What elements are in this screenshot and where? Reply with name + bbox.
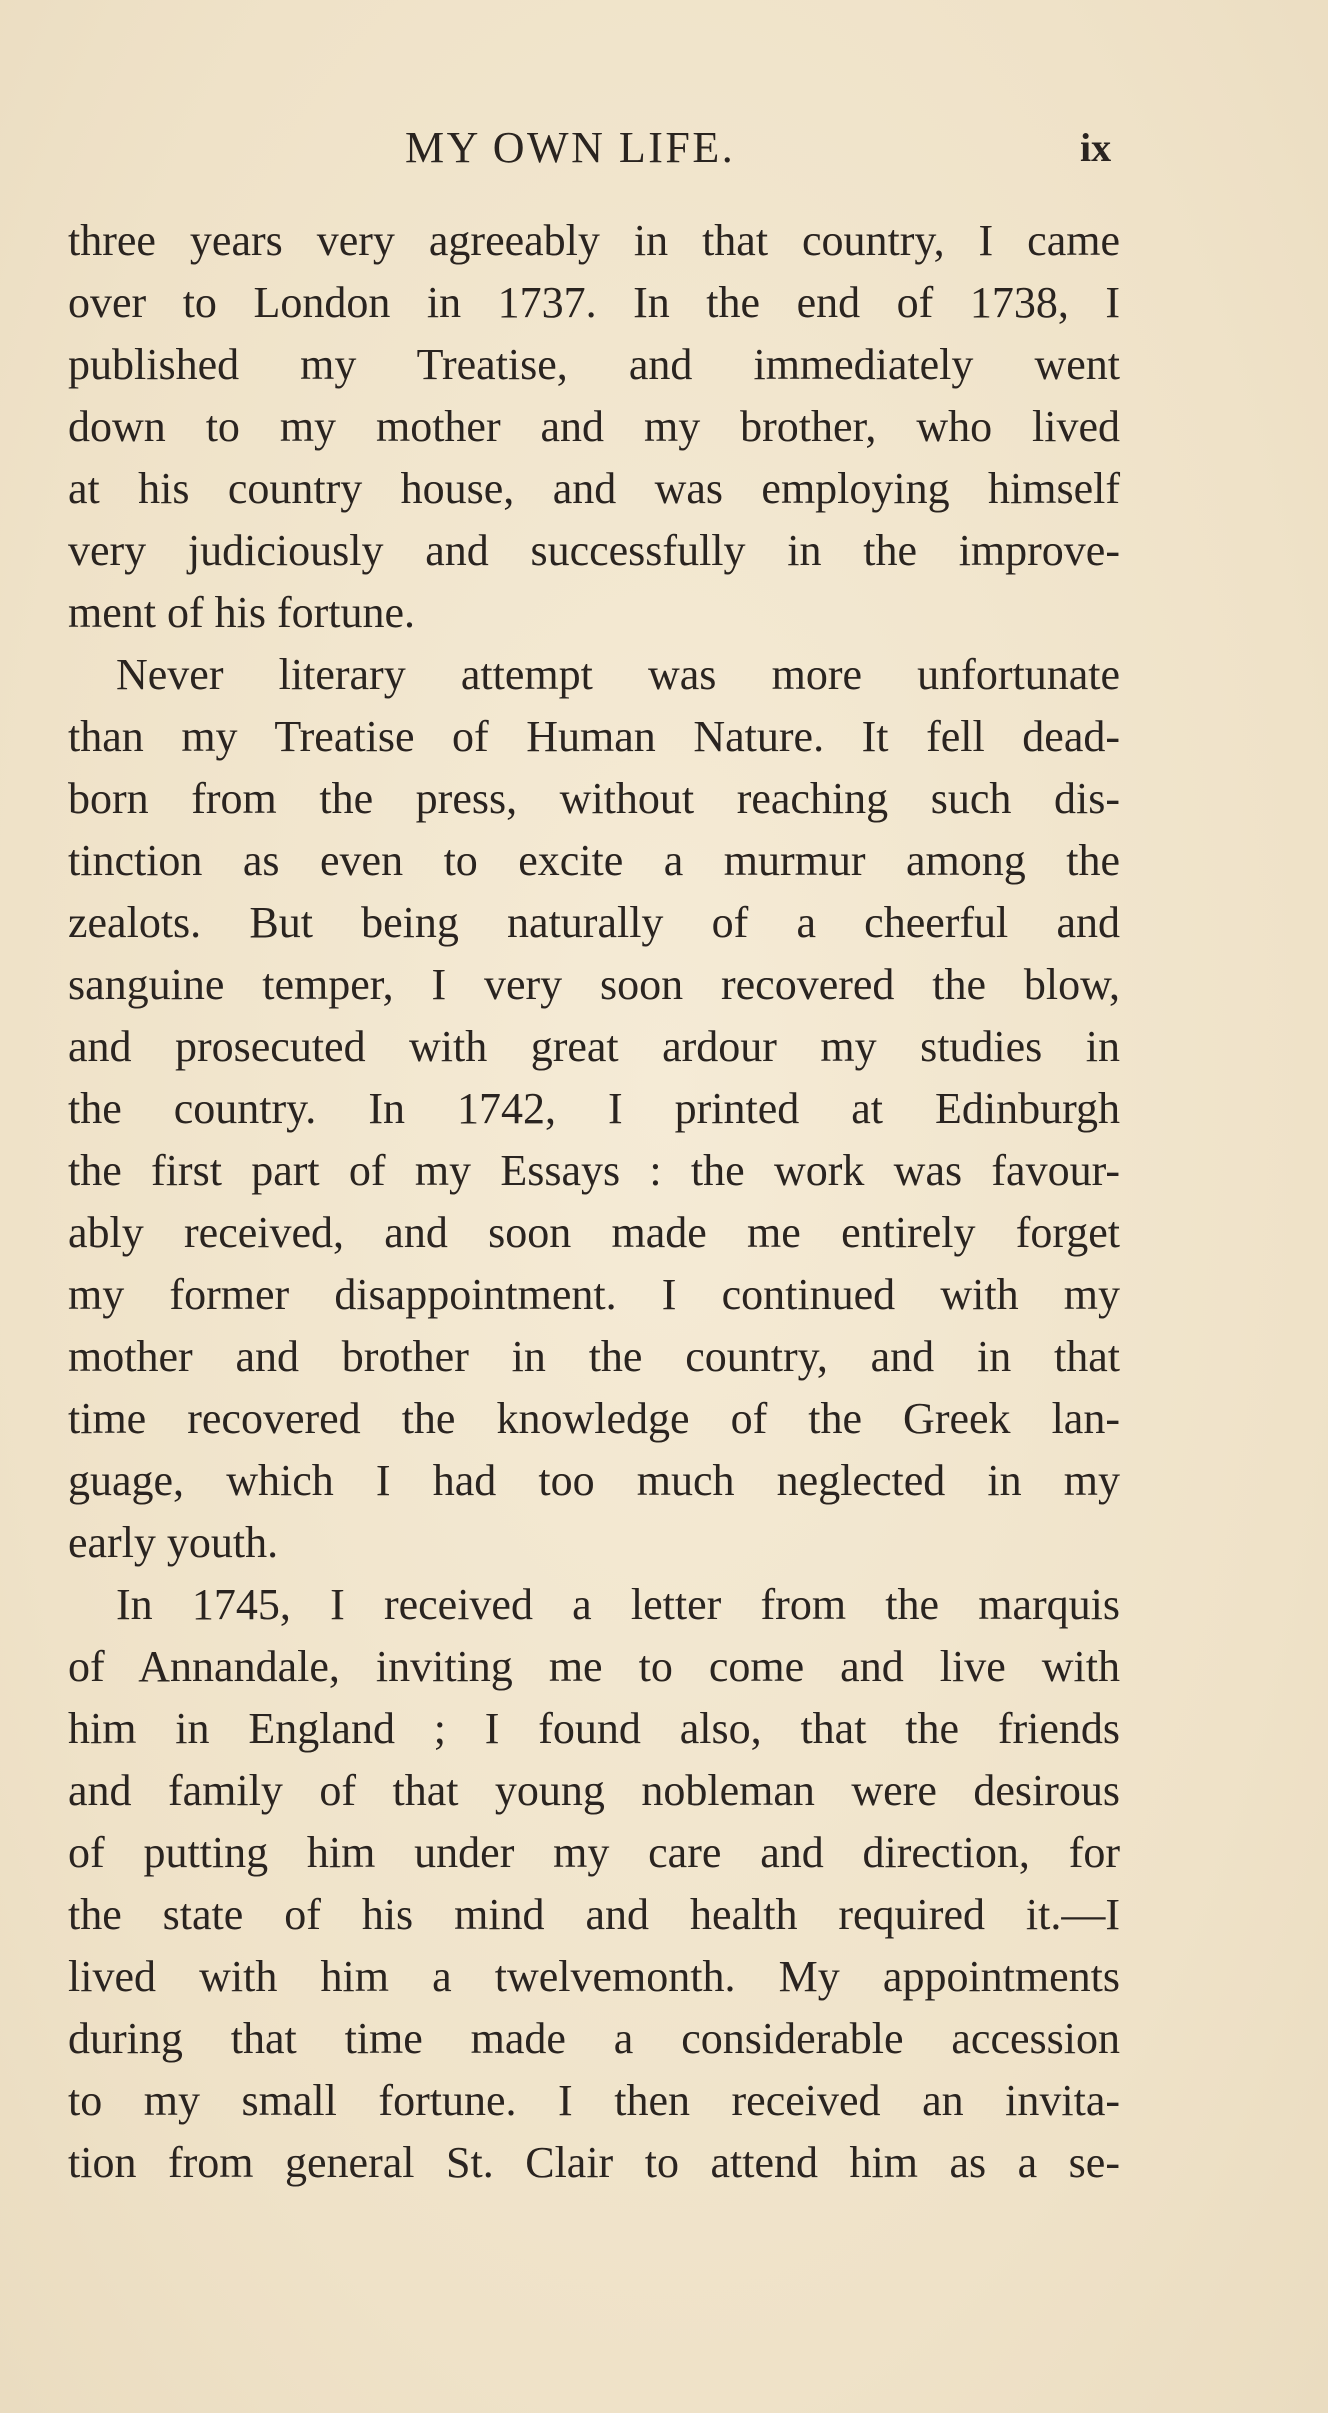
text-line: very judiciously and successfully in the improve- [68,526,1120,575]
text-line: down to my mother and my brother, who lived [68,402,1120,451]
text-line: ment of his fortune. [68,588,416,637]
text-line: the state of his mind and health required it.—I [68,1890,1120,1939]
text-line: lived with him a twelvemonth. My appointments [68,1952,1120,2001]
text-line: time recovered the knowledge of the Greek lan- [68,1394,1120,1443]
text-line: published my Treatise, and immediately went [68,340,1120,389]
text-line: guage, which I had too much neglected in my [68,1456,1120,1505]
text-line: to my small fortune. I then received an invita- [68,2076,1120,2125]
running-title: MY OWN LIFE. [405,123,736,172]
paragraph [68,644,1120,1574]
page-number: ix [1080,125,1112,170]
text-line: In 1745, I received a letter from the marquis [116,1580,1120,1629]
text-line: of putting him under my care and direction, for [68,1828,1120,1877]
text-line: Never literary attempt was more unfortunate [116,650,1120,699]
text-line: over to London in 1737. In the end of 1738, I [68,278,1120,327]
running-head [0,118,1328,178]
text-line: at his country house, and was employing himself [68,464,1120,513]
text-line: and prosecuted with great ardour my studies in [68,1022,1120,1071]
text-line: mother and brother in the country, and in that [68,1332,1120,1381]
paragraph [68,1574,1120,2194]
text-line: the country. In 1742, I printed at Edinburgh [68,1084,1120,1133]
text-line: him in England ; I found also, that the friends [68,1704,1120,1753]
body-text [68,210,1120,2194]
paragraph [68,210,1120,644]
text-line: than my Treatise of Human Nature. It fell dead- [68,712,1120,761]
text-line: tinction as even to excite a murmur among the [68,836,1120,885]
text-line: early youth. [68,1518,279,1567]
text-line: of Annandale, inviting me to come and live with [68,1642,1120,1691]
text-line: sanguine temper, I very soon recovered the blow, [68,960,1120,1009]
text-line: my former disappointment. I continued with my [68,1270,1120,1319]
text-line: zealots. But being naturally of a cheerful and [68,898,1120,947]
text-line: three years very agreeably in that country, I came [68,216,1120,265]
text-line: ably received, and soon made me entirely forget [68,1208,1120,1257]
text-line: and family of that young nobleman were desirous [68,1766,1120,1815]
text-line: during that time made a considerable accession [68,2014,1120,2063]
text-line: tion from general St. Clair to attend him as a se- [68,2138,1120,2187]
text-line: born from the press, without reaching such dis- [68,774,1120,823]
text-line: the first part of my Essays : the work was favour- [68,1146,1120,1195]
